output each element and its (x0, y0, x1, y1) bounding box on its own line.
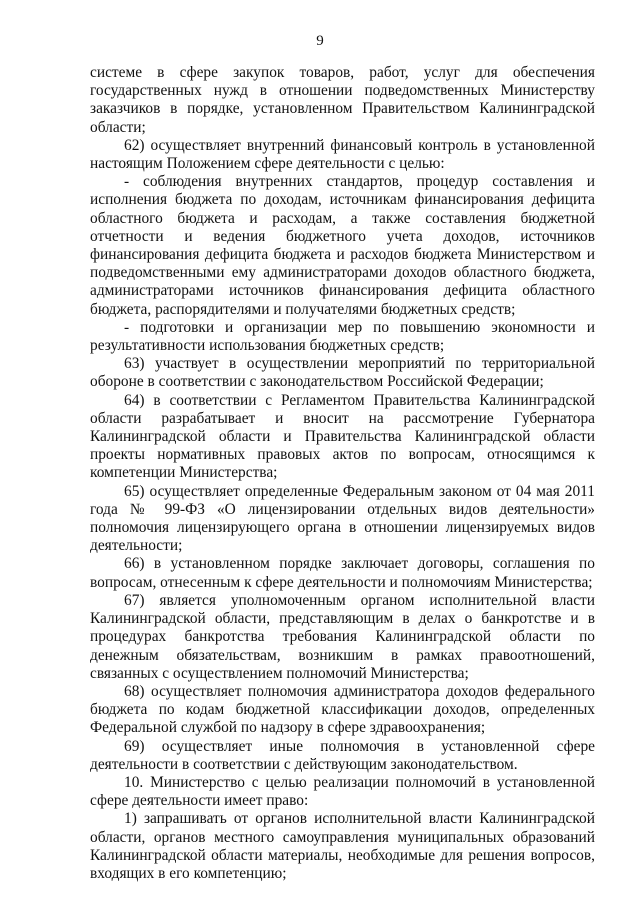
page-number: 9 (316, 33, 324, 49)
paragraph-item-69: 69) осуществляет иные полномочия в установленной сфере деятельности в соответствии с действующим законодательством. (90, 737, 595, 773)
paragraph-dash-efficiency: - подготовки и организации мер по повышению экономности и результативности использования бюджетных средств; (90, 318, 595, 355)
paragraph-dash-budget-standards: - соблюдения внутренних стандартов, процедур составления и исполнения бюджета по доходам, источникам финансирования дефицита областного бюджета и расходам, а также составления бюджетной отчетности и ведения бюджетного учета доходов, источников финансирования дефицита бюджета и расходов бюджета Министерством и подведомственными ему администраторами доходов областного бюджета, администраторами источников финансирования дефицита областного бюджета, распорядителями и получателями бюджетных средств; (90, 173, 595, 318)
document-body (90, 64, 595, 883)
paragraph-section-10: 10. Министерство с целью реализации полномочий в установленной сфере деятельности имеет право: (90, 773, 595, 810)
paragraph-item-62: 62) осуществляет внутренний финансовый контроль в установленной настоящим Положением сфере деятельности с целью: (90, 136, 595, 173)
paragraph-item-63: 63) участвует в осуществлении мероприятий по территориальной обороне в соответствии с законодательством Российской Федерации; (90, 355, 595, 391)
paragraph-item-65: 65) осуществляет определенные Федеральным законом от 04 мая 2011 года № 99-ФЗ «О лицензировании отдельных видов деятельности» полномочия лицензирующего органа в отношении лицензируемых видов деятельности; (90, 482, 595, 555)
paragraph-right-1: 1) запрашивать от органов исполнительной власти Калининградской области, органов местного самоуправления муниципальных образований Калининградской области материалы, необходимые для решения вопросов, входящих в его компетенцию; (90, 810, 595, 882)
paragraph-item-68: 68) осуществляет полномочия администратора доходов федерального бюджета по кодам бюджетной классификации доходов, определенных Федеральной службой по надзору в сфере здравоохранения; (90, 682, 595, 737)
paragraph-item-64: 64) в соответствии с Регламентом Правительства Калининградской области разрабатывает и вносит на рассмотрение Губернатора Калининградской области и Правительства Калининградской области проекты нормативных правовых актов по вопросам, относящимся к компетенции Министерства; (90, 391, 595, 482)
paragraph-item-66: 66) в установленном порядке заключает договоры, соглашения по вопросам, отнесенным к сфере деятельности и полномочиям Министерства; (90, 555, 595, 591)
paragraph-item-67: 67) является уполномоченным органом исполнительной власти Калининградской области, представляющим в делах о банкротстве и в процедурах банкротства требования Калининградской области по денежным обязательствам, возникшим в рамках правоотношений, связанных с осуществлением полномочий Министерства; (90, 591, 595, 682)
paragraph-continuation: системе в сфере закупок товаров, работ, услуг для обеспечения государственных нужд в отношении подведомственных Министерству заказчиков в порядке, установленном Правительством Калининградской области; (90, 64, 595, 136)
